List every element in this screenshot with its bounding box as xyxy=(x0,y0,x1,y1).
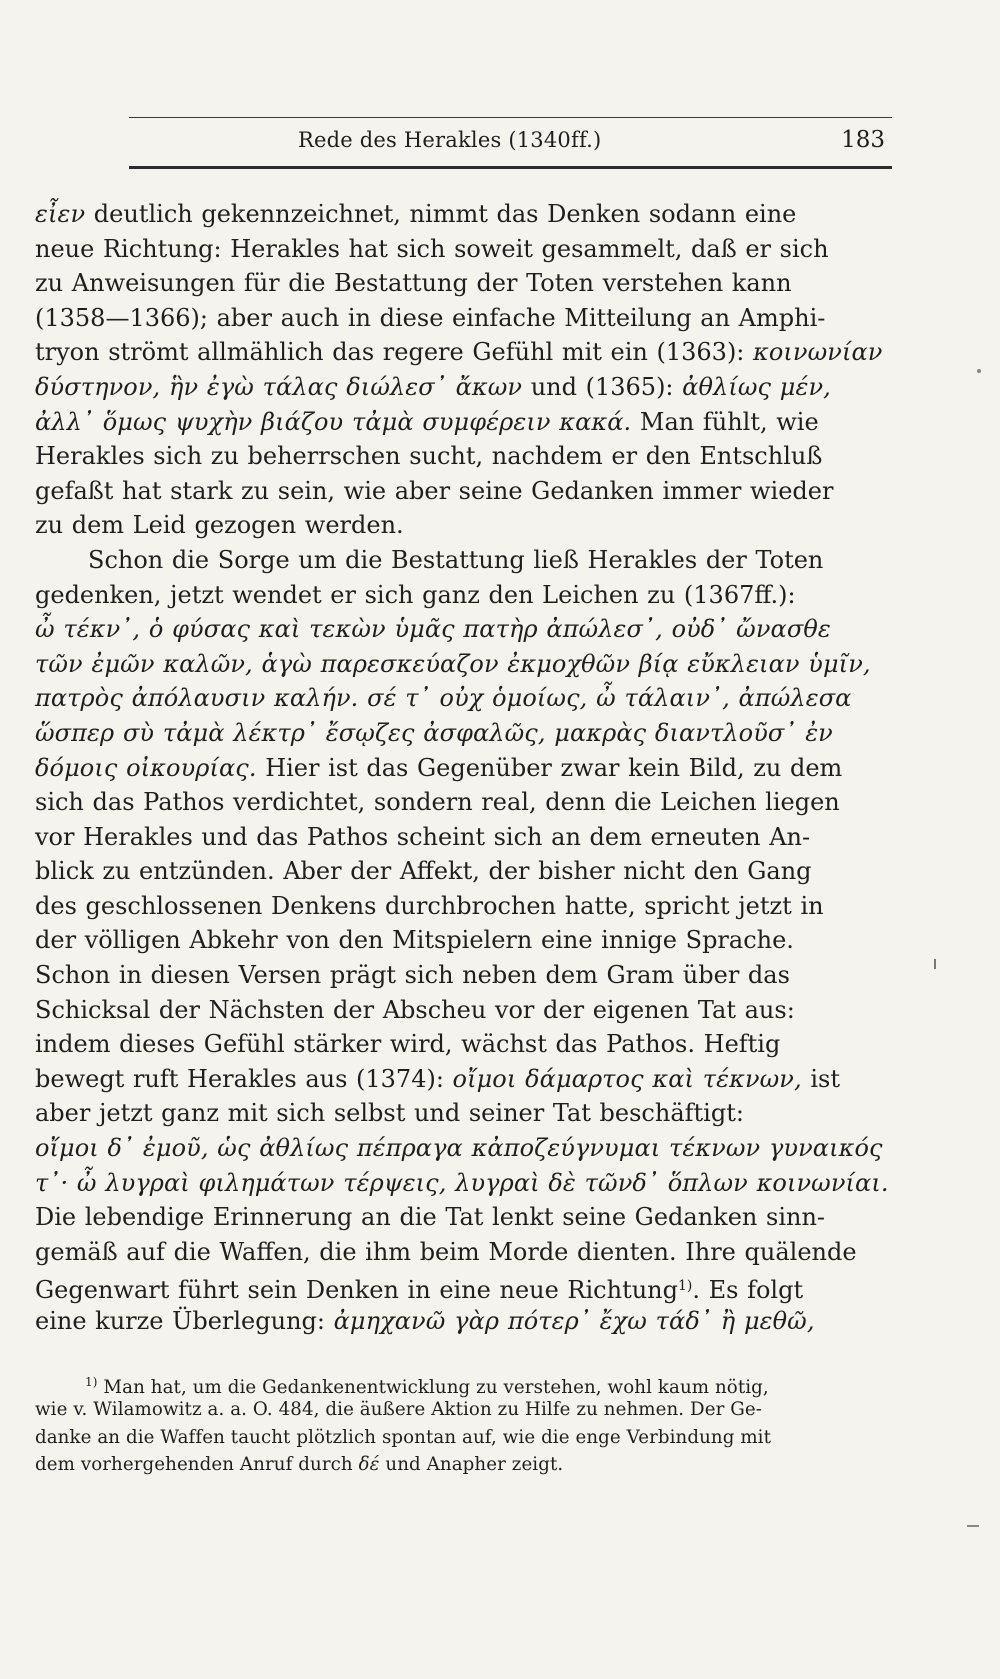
page-number: 183 xyxy=(841,127,885,153)
footnote-line-1 xyxy=(35,1369,867,1396)
body-text-segment: (1358—1366); aber auch in diese einfache Mitteilung an Amphi- xyxy=(35,303,826,332)
body-text-segment: neue Richtung: Herakles hat sich soweit gesammelt, daß er sich xyxy=(35,234,829,263)
body-line-21 xyxy=(35,889,867,924)
body-line-2 xyxy=(35,232,867,267)
body-line-14 xyxy=(35,647,871,682)
body-text-segment: gemäß auf die Waffen, die ihm beim Morde dienten. Ihre quälende xyxy=(35,1237,857,1266)
body-text-segment: tryon strömt allmählich das regere Gefühl mit ein (1363): xyxy=(35,338,754,367)
body-text-segment: Die lebendige Erinnerung an die Tat lenkt seine Gedanken sinn- xyxy=(35,1203,826,1232)
body-line-23 xyxy=(35,958,867,993)
body-line-16 xyxy=(35,716,867,751)
body-text-segment: Man fühlt, wie xyxy=(631,407,819,436)
greek-phrase: εἶεν xyxy=(35,200,86,228)
body-line-25 xyxy=(35,1027,867,1062)
body-text-segment: Schon in diesen Versen prägt sich neben dem Gram über das xyxy=(35,961,790,990)
body-line-31 xyxy=(35,1235,867,1270)
body-line-5 xyxy=(35,335,883,370)
footnote-line-2 xyxy=(35,1396,867,1423)
body-line-15 xyxy=(35,681,867,716)
header-bottom-rule xyxy=(129,166,892,169)
body-line-19 xyxy=(35,820,867,855)
body-line-3 xyxy=(35,266,867,301)
body-line-1 xyxy=(35,197,867,232)
header-top-rule xyxy=(129,117,892,118)
body-text-segment: Schon die Sorge um die Bestattung ließ Herakles der Toten xyxy=(88,545,824,574)
body-line-26 xyxy=(35,1062,867,1097)
body-line-22 xyxy=(35,923,867,958)
greek-phrase: ἀθλίως μέν, xyxy=(682,372,831,401)
body-line-27 xyxy=(35,1096,867,1131)
greek-phrase: πατρὸς ἀπόλαυσιν καλήν. σέ τ᾽ οὐχ ὁμοίως, ὦ τάλαιν᾽, ἀπώλεσα xyxy=(35,684,852,713)
body-text-segment: eine kurze Überlegung: xyxy=(35,1307,334,1335)
body-text-segment: bewegt ruft Herakles aus (1374): xyxy=(35,1064,453,1093)
body-text-segment: Gegenwart führt sein Denken in eine neue Richtung xyxy=(35,1276,678,1305)
greek-phrase: οἴμοι δάμαρτος καὶ τέκνων, xyxy=(452,1064,802,1093)
body-line-11 xyxy=(35,543,867,578)
body-text-segment: . Es folgt xyxy=(692,1276,804,1305)
margin-dash-mark xyxy=(967,1525,979,1527)
greek-phrase: ὦ τέκν᾽, ὁ φύσας καὶ τεκὼν ὑμᾶς πατὴρ ἀπώλεσ᾽, οὐδ᾽ ὤνασθε xyxy=(35,615,831,644)
body-text-segment: ist xyxy=(801,1064,840,1093)
footnote-text-segment: Man hat, um die Gedankenentwicklung zu verstehen, wohl kaum nötig, xyxy=(97,1377,769,1398)
body-text-segment: indem dieses Gefühl stärker wird, wächst das Pathos. Heftig xyxy=(35,1030,781,1059)
running-head: Rede des Herakles (1340ff.) xyxy=(298,128,602,152)
body-line-9 xyxy=(35,474,867,509)
body-line-29 xyxy=(35,1166,889,1201)
footnote-text-segment: und Anapher zeigt. xyxy=(379,1454,564,1476)
body-line-6 xyxy=(35,370,867,405)
body-line-18 xyxy=(35,785,867,820)
body-line-7 xyxy=(35,405,867,440)
footnote-marker: 1) xyxy=(85,1375,98,1389)
body-text-segment: der völligen Abkehr von den Mitspielern eine innige Sprache. xyxy=(35,926,794,955)
greek-phrase: κοινωνίαν xyxy=(753,338,883,367)
greek-phrase: οἴμοι δ᾽ ἐμοῦ, ὡς ἀθλίως πέπραγα κἀποζεύγνυμαι τέκνων γυναικός xyxy=(35,1134,883,1163)
greek-phrase: δύστηνον, ἣν ἐγὼ τάλας διώλεσ᾽ ἄκων xyxy=(35,372,523,401)
body-line-20 xyxy=(35,854,867,889)
body-text-segment: sich das Pathos verdichtet, sondern real, denn die Leichen liegen xyxy=(35,788,840,817)
greek-phrase: ἀλλ᾽ ὅμως ψυχὴν βιάζου τἀμὰ συμφέρειν κακά. xyxy=(35,407,632,436)
body-line-17 xyxy=(35,751,867,786)
body-line-30 xyxy=(35,1200,867,1235)
body-text-segment: zu dem Leid gezogen werden. xyxy=(35,511,404,540)
footnote-text-segment: wie v. Wilamowitz a. a. O. 484, die äußere Aktion zu Hilfe zu nehmen. Der Ge- xyxy=(35,1399,763,1421)
body-text-segment: Herakles sich zu beherrschen sucht, nachdem er den Entschluß xyxy=(35,442,823,471)
footnote-line-3 xyxy=(35,1424,867,1451)
greek-phrase: δέ xyxy=(358,1454,380,1476)
body-line-24 xyxy=(35,993,867,1028)
greek-phrase: ὥσπερ σὺ τἀμὰ λέκτρ᾽ ἔσῳζες ἀσφαλῶς, μακρὰς διαντλοῦσ᾽ ἐν xyxy=(35,718,833,747)
body-line-28 xyxy=(35,1131,883,1166)
greek-phrase: τ᾽· ὦ λυγραὶ φιλημάτων τέρψεις, λυγραὶ δὲ τῶνδ᾽ ὅπλων κοινωνίαι. xyxy=(35,1168,889,1197)
body-text-segment: Schicksal der Nächsten der Abscheu vor der eigenen Tat aus: xyxy=(35,995,795,1024)
body-text-segment: aber jetzt ganz mit sich selbst und seiner Tat beschäftigt: xyxy=(35,1099,744,1128)
greek-phrase: δόμοις οἰκουρίας. xyxy=(35,753,257,782)
greek-phrase: ἀμηχανῶ γὰρ πότερ᾽ ἔχω τάδ᾽ ἢ μεθῶ, xyxy=(333,1307,815,1335)
greek-phrase: τῶν ἐμῶν καλῶν, ἁγὼ παρεσκεύαζον ἐκμοχθῶν βίᾳ εὔκλειαν ὑμῖν, xyxy=(35,649,871,678)
body-line-4 xyxy=(35,301,867,336)
footnote-text-segment: dem vorhergehenden Anruf durch xyxy=(35,1454,359,1476)
body-line-33 xyxy=(35,1304,867,1339)
footnote-line-4 xyxy=(35,1451,867,1478)
body-text-segment: zu Anweisungen für die Bestattung der Toten verstehen kann xyxy=(35,269,792,298)
body-line-12 xyxy=(35,578,867,613)
body-line-8 xyxy=(35,439,867,474)
body-text-segment: vor Herakles und das Pathos scheint sich an dem erneuten An- xyxy=(35,822,811,851)
body-line-10 xyxy=(35,508,867,543)
footnotes xyxy=(35,1369,867,1479)
body-text-segment: Hier ist das Gegenüber zwar kein Bild, zu dem xyxy=(256,753,843,782)
footnote-text-segment: danke an die Waffen taucht plötzlich spontan auf, wie die enge Verbindung mit xyxy=(35,1426,771,1448)
body-text-segment: und (1365): xyxy=(522,372,683,401)
body-text-segment: des geschlossenen Denkens durchbrochen hatte, spricht jetzt in xyxy=(35,891,824,920)
margin-tick-mark xyxy=(934,959,936,969)
body-text-segment: gefaßt hat stark zu sein, wie aber seine Gedanken immer wieder xyxy=(35,476,834,505)
body-line-32 xyxy=(35,1269,867,1304)
margin-speck-mark xyxy=(977,369,981,373)
body-text-segment: deutlich gekennzeichnet, nimmt das Denken sodann eine xyxy=(85,200,797,228)
footnote-reference[interactable]: 1) xyxy=(678,1278,693,1295)
body-text-segment: blick zu entzünden. Aber der Affekt, der bisher nicht den Gang xyxy=(35,857,812,886)
body-line-13 xyxy=(35,612,867,647)
body-text-segment: gedenken, jetzt wendet er sich ganz den Leichen zu (1367ff.): xyxy=(35,580,796,609)
body-text xyxy=(35,197,889,1339)
